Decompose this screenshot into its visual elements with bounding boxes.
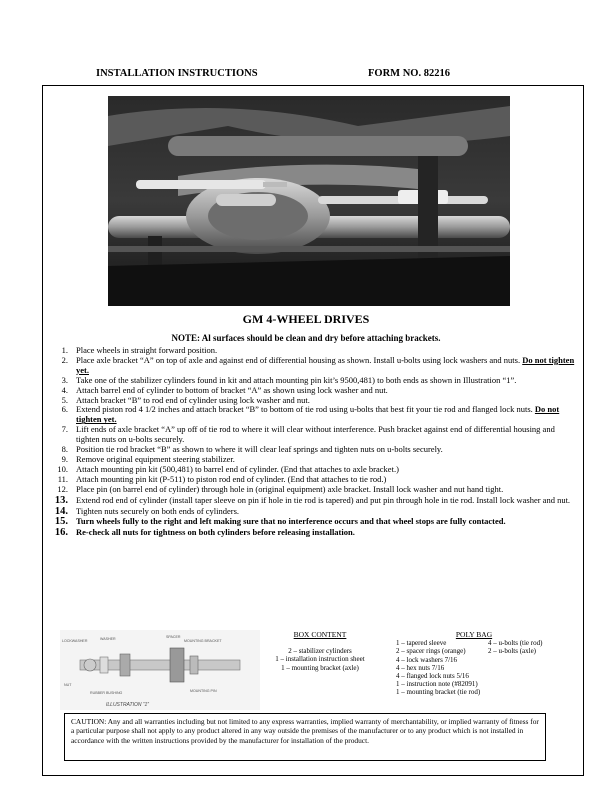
label-lockwasher: LOCKWASHER — [62, 639, 88, 643]
list-item: 1 – mounting bracket (tie rod) — [396, 688, 481, 697]
page-title: GM 4-WHEEL DRIVES — [242, 312, 370, 326]
poly-bag — [396, 631, 576, 697]
step-item: 4. Attach barrel end of cylinder to bottom of bracket “A” as shown using lock washer and nut. — [61, 384, 388, 395]
axle-photo — [108, 96, 510, 306]
step-item: 3. Take one of the stabilizer cylinders found in kit and attach mounting pin kit’s 9500,481) to both ends as shown in Illustration “1”. — [61, 374, 517, 385]
instruction-steps — [52, 346, 580, 538]
step-item: 11. Attach mounting pin kit (P-511) to piston rod end of cylinder. (End that attaches to tie rod.) — [57, 473, 387, 484]
step-item: 1. Place wheels in straight forward position. — [61, 345, 218, 355]
step-item: 10. Attach mounting pin kit (500,481) to barrel end of cylinder. (End that attaches to axle bracket.) — [57, 463, 399, 474]
step-item: 16. Re-check all nuts for tightness on both cylinders before releasing installation. — [54, 527, 355, 539]
label-mounting-bracket: MOUNTING BRACKET — [184, 639, 222, 643]
step-item: 5. Attach bracket “B” to rod end of cylinder using lock washer and nut. — [61, 394, 310, 405]
caution-box: CAUTION: Any and all warranties including but not limited to any express warranties, implied warranty of merchantability, or implied warranty of fitness for a particular purpose shall not apply to any product altered in any way outside the premises of the manufacturer or to any product which is not installed in accordance with the written instructions provided by the manufacturer for installation of the product. — [64, 713, 546, 761]
poly-bag-heading: POLY BAG — [455, 630, 493, 639]
label-bushing: RUBBER BUSHING — [90, 691, 123, 695]
surface-note: NOTE: Al surfaces should be clean and dry before attaching brackets. — [171, 333, 441, 343]
label-spacer: SPACER — [166, 635, 181, 639]
list-item: 4 – lock washers 7/16 — [396, 655, 458, 664]
step-item: 7. Lift ends of axle bracket “A” up off of tie rod to where it will clear without interference. Push bracket against end of differential housing and tighten nuts on u-bolts securely. — [61, 424, 555, 445]
list-item: 4 – flanged lock nuts 5/16 — [396, 672, 469, 681]
list-item: 4 – hex nuts 7/16 — [396, 663, 445, 672]
step-item: 13. Extend rod end of cylinder (install taper sleeve on pin if hole in tie rod is tapered) and put pin through hole in tie rod. Install lock washer and nut. — [54, 494, 571, 506]
list-item: 2 – spacer rings (orange) 2 – u-bolts (axle) — [396, 647, 537, 656]
label-washer: WASHER — [100, 637, 116, 641]
illustration-1 — [60, 630, 260, 710]
box-content — [260, 631, 380, 672]
step-item: 8. Position tie rod bracket “B” as shown to where it will clear leaf springs and tighten nuts on u-bolts securely. — [61, 444, 443, 455]
list-item: 1 – instruction note (#82091) — [396, 680, 478, 689]
emphasis-warning: Do not tighten yet. — [76, 354, 575, 375]
step-item: 12. Place pin (on barrel end of cylinder) through hole in (original equipment) axle bracket. Install lock washer and nut hand tight. — [57, 483, 504, 494]
box-content-heading: BOX CONTENT — [293, 630, 347, 639]
list-item: 1 – installation instruction sheet — [275, 655, 365, 664]
header-title: INSTALLATION INSTRUCTIONS — [96, 68, 258, 79]
list-item: 1 – tapered sleeve 4 – u-bolts (tie rod) — [396, 639, 543, 648]
step-item: 2. Place axle bracket “A” on top of axle and against end of differential housing as shown. Install u-bolts using lock washers and nuts. Do not tighten yet. — [61, 354, 575, 375]
step-item: 9. Remove original equipment steering stabilizer. — [61, 453, 235, 464]
label-nut: NUT — [64, 683, 72, 687]
step-item: 14. Tighten nuts securely on both ends of cylinders. — [54, 505, 240, 517]
form-number: FORM NO. 82216 — [368, 68, 450, 79]
label-mounting-pin: MOUNTING PIN — [190, 689, 217, 693]
list-item: 2 – stabilizer cylinders — [288, 647, 352, 656]
illustration-caption: ILLUSTRATION “1” — [106, 702, 149, 708]
emphasis-warning: Do not tighten yet. — [76, 404, 560, 425]
step-item: 15. Turn wheels fully to the right and left making sure that no interference occurs and that wheel stops are fully contacted. — [54, 516, 506, 528]
step-item: 6. Extend piston rod 4 1/2 inches and attach bracket “B” to bottom of tie rod using u-bolts that best fit your tie rod and flanged lock nuts. Do not tighten yet. — [61, 404, 560, 425]
list-item: 1 – mounting bracket (axle) — [281, 663, 359, 672]
